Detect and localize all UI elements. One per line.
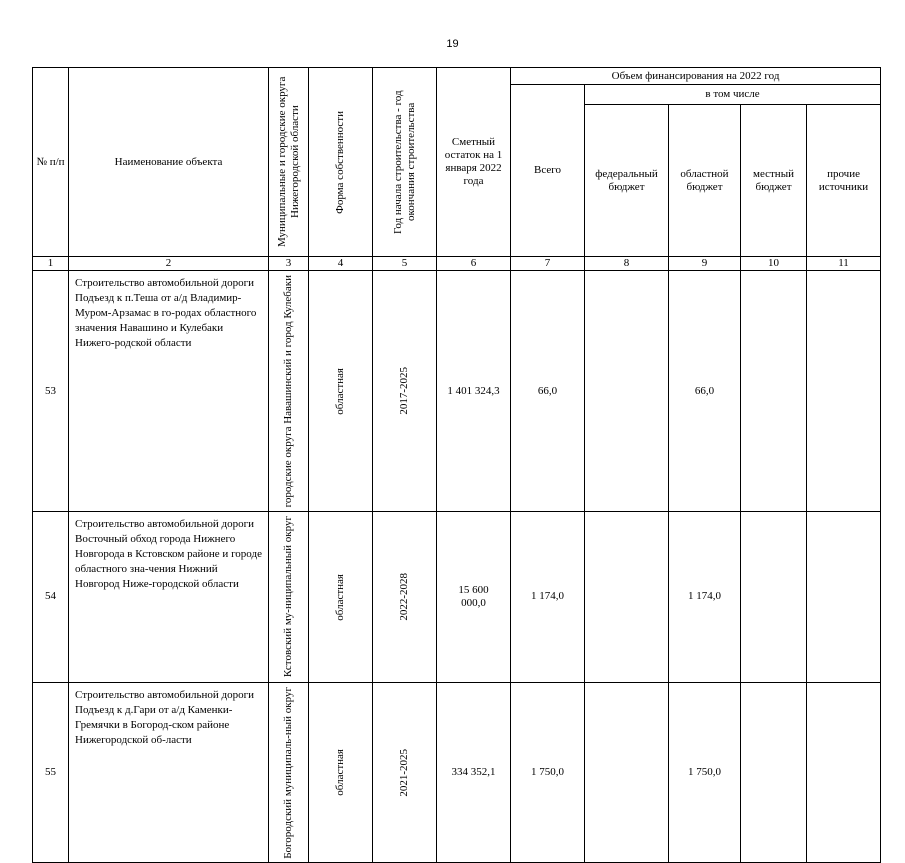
financing-table <box>32 67 881 863</box>
row-object-name: Строительство автомобильной дороги Подъезд к п.Теша от а/д Владимир-Муром-Арзамас в го-родах областного значения Навашино и Кулебаки Нижего-родской области <box>69 271 269 512</box>
column-number: 5 <box>373 257 437 271</box>
header-regional: областной бюджет <box>669 105 741 257</box>
row-district: Богородский муниципаль-ный округ <box>269 682 309 863</box>
row-num: 55 <box>33 682 69 863</box>
row-num: 54 <box>33 512 69 682</box>
row-years: 2022-2028 <box>373 512 437 682</box>
column-number: 3 <box>269 257 309 271</box>
row-num: 53 <box>33 271 69 512</box>
column-number: 11 <box>807 257 881 271</box>
row-total: 1 750,0 <box>511 682 585 863</box>
row-years: 2021-2025 <box>373 682 437 863</box>
column-number: 6 <box>437 257 511 271</box>
row-district: Кстовский му-ниципальный округ <box>269 512 309 682</box>
header-estimate: Сметный остаток на 1 января 2022 года <box>437 68 511 257</box>
row-district: городские округа Навашинский и город Кулебаки <box>269 271 309 512</box>
row-regional: 66,0 <box>669 271 741 512</box>
table-row <box>33 271 881 512</box>
row-federal <box>585 682 669 863</box>
row-total: 66,0 <box>511 271 585 512</box>
column-number: 1 <box>33 257 69 271</box>
row-ownership: областная <box>309 271 373 512</box>
header-total: Всего <box>511 85 585 257</box>
header-num: № п/п <box>33 68 69 257</box>
page-number: 19 <box>446 38 459 50</box>
header-other: прочие источники <box>807 105 881 257</box>
row-object-name: Строительство автомобильной дороги Восточный обход города Нижнего Новгорода в Кстовском районе и городе областного зна-чения Нижний Новгород Ниже-городской области <box>69 512 269 682</box>
row-estimate: 1 401 324,3 <box>437 271 511 512</box>
header-years: Год начала строительства - год окончания строительства <box>373 68 437 257</box>
row-regional: 1 174,0 <box>669 512 741 682</box>
row-total: 1 174,0 <box>511 512 585 682</box>
row-estimate: 334 352,1 <box>437 682 511 863</box>
row-years: 2017-2025 <box>373 271 437 512</box>
row-regional: 1 750,0 <box>669 682 741 863</box>
row-federal <box>585 271 669 512</box>
row-object-name: Строительство автомобильной дороги Подъезд к д.Гари от а/д Каменки-Гремячки в Богород-ском районе Нижегородской об-ласти <box>69 682 269 863</box>
column-number: 7 <box>511 257 585 271</box>
column-number: 8 <box>585 257 669 271</box>
header-object-name: Наименование объекта <box>69 68 269 257</box>
column-number: 4 <box>309 257 373 271</box>
row-local <box>741 512 807 682</box>
header-including: в том числе <box>585 85 881 105</box>
column-number: 2 <box>69 257 269 271</box>
header-federal: федеральный бюджет <box>585 105 669 257</box>
row-local <box>741 271 807 512</box>
row-federal <box>585 512 669 682</box>
table-row <box>33 682 881 863</box>
table-row <box>33 512 881 682</box>
header-district: Муниципальные и городские округа Нижегородской области <box>269 68 309 257</box>
row-ownership: областная <box>309 512 373 682</box>
row-local <box>741 682 807 863</box>
row-ownership: областная <box>309 682 373 863</box>
row-estimate: 15 600 000,0 <box>437 512 511 682</box>
column-number: 10 <box>741 257 807 271</box>
row-other <box>807 512 881 682</box>
header-ownership: Форма собственности <box>309 68 373 257</box>
header-funding-group: Объем финансирования на 2022 год <box>511 68 881 85</box>
column-number-row <box>33 257 881 271</box>
row-other <box>807 682 881 863</box>
column-number: 9 <box>669 257 741 271</box>
row-other <box>807 271 881 512</box>
header-local: местный бюджет <box>741 105 807 257</box>
